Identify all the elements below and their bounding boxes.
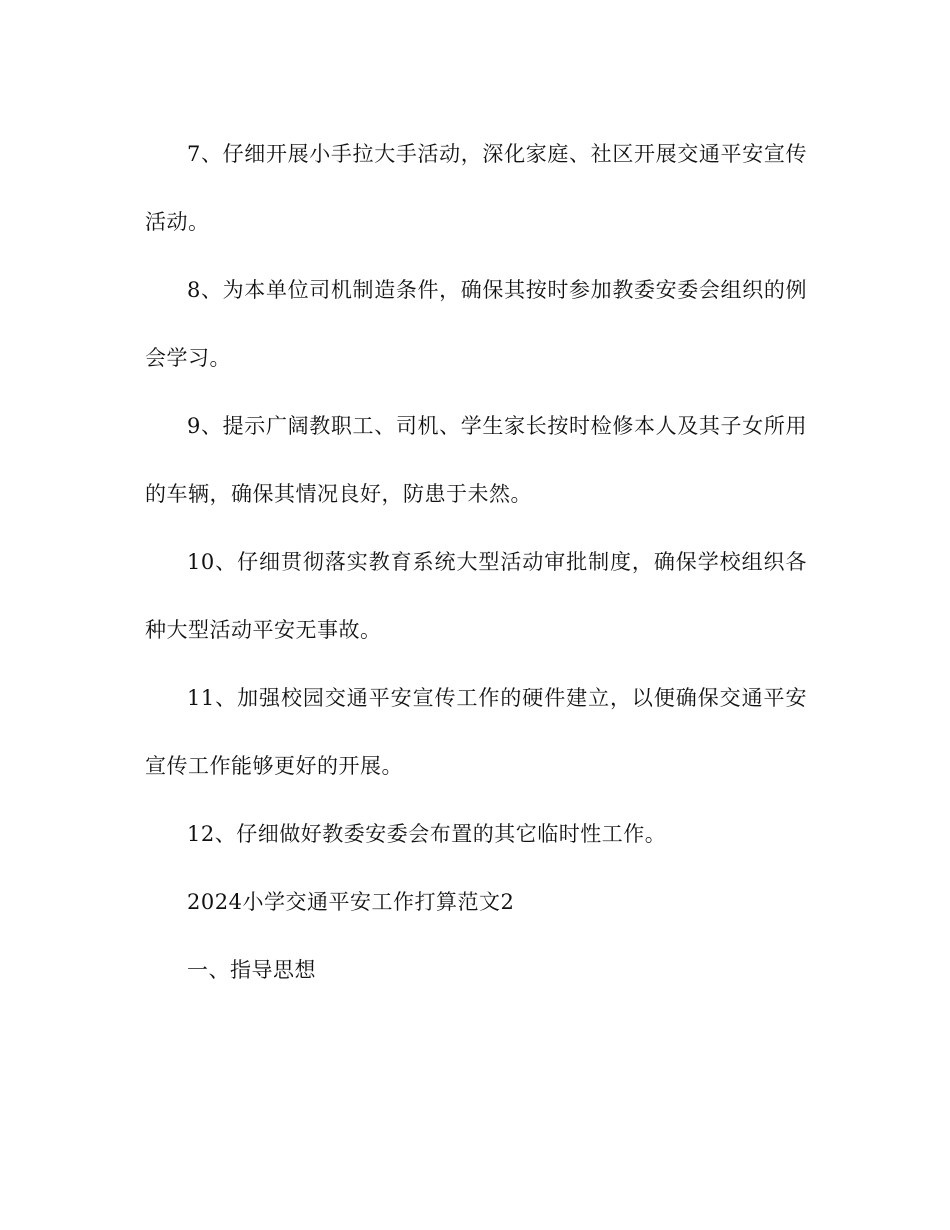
section-heading: 一、指导思想 [187, 958, 316, 982]
section-title: 2024小学交通平安工作打算范文2 [187, 890, 515, 914]
paragraph-item-12: 12、仔细做好教委安委会布置的其它临时性工作。 [187, 822, 667, 846]
paragraph-item-8: 8、为本单位司机制造条件，确保其按时参加教委安委会组织的例会学习。 [145, 278, 807, 370]
paragraph-item-11: 11、加强校园交通平安宣传工作的硬件建立，以便确保交通平安宣传工作能够更好的开展。 [145, 686, 807, 778]
document-body [145, 120, 807, 1004]
paragraph-item-10: 10、仔细贯彻落实教育系统大型活动审批制度，确保学校组织各种大型活动平安无事故。 [145, 550, 807, 642]
paragraph-item-7: 7、仔细开展小手拉大手活动，深化家庭、社区开展交通平安宣传活动。 [145, 142, 807, 234]
paragraph-item-9: 9、提示广阔教职工、司机、学生家长按时检修本人及其子女所用的车辆，确保其情况良好，防患于未然。 [145, 414, 807, 506]
